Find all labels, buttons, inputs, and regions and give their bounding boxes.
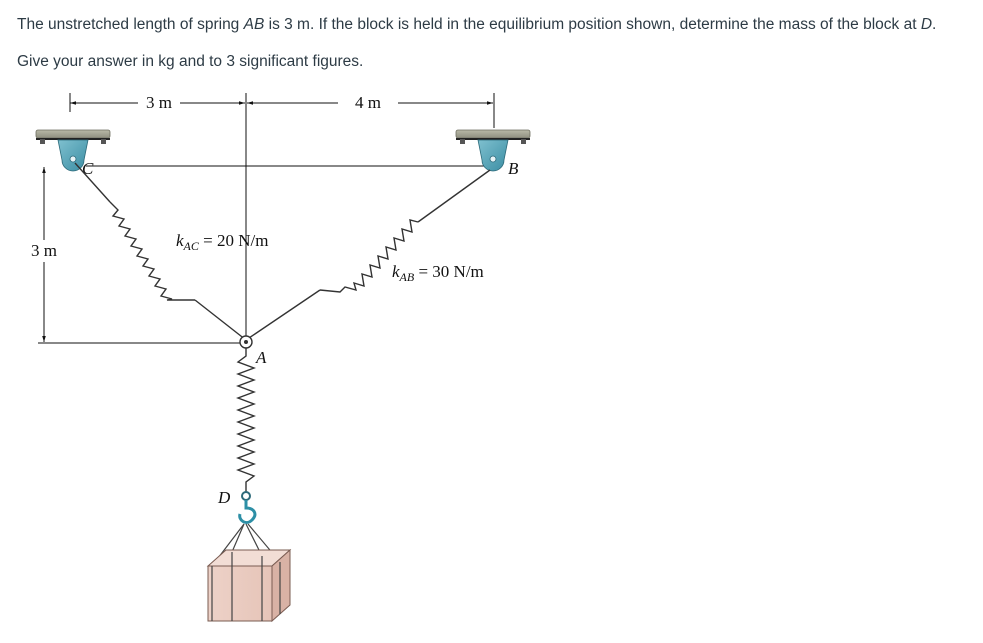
point-label-a: A (256, 348, 267, 367)
k-ab-value: = 30 N/m (414, 262, 484, 281)
hook-d (240, 492, 255, 522)
ceiling-support-b (456, 130, 530, 171)
spring-ac (110, 202, 195, 300)
k-ab-subscript: AB (399, 270, 415, 284)
cable-ab (246, 170, 490, 340)
label-k-ab (392, 262, 484, 284)
point-label-d: D (218, 488, 231, 507)
question-point-d: D (920, 16, 933, 33)
ceiling-support-c (36, 130, 110, 171)
k-ac-subscript: AC (183, 239, 199, 253)
k-ac-value: = 20 N/m (198, 231, 269, 250)
ring-a (240, 336, 252, 348)
question-text: is 3 m. If the block is held in the equilibrium position shown, determine the mass of the block at (264, 16, 921, 33)
k-ab-symbol: k (392, 262, 400, 281)
dimension-label-vertical: 3 m (31, 241, 57, 260)
dimension-label-left: 3 m (146, 93, 172, 112)
k-ac-symbol: k (176, 231, 184, 250)
point-label-b: B (508, 159, 519, 178)
dimension-label-right: 4 m (355, 93, 381, 112)
cable-ac (75, 163, 246, 340)
label-k-ac (176, 231, 268, 253)
block (208, 550, 290, 621)
question-text: The unstretched length of spring (17, 16, 244, 33)
point-label-c: C (82, 159, 94, 178)
question-spring-ab: AB (243, 16, 265, 33)
question-text: . (932, 16, 937, 33)
spring-ad (238, 348, 254, 492)
question-line-2: Give your answer in kg and to 3 significant figures. (17, 53, 364, 70)
